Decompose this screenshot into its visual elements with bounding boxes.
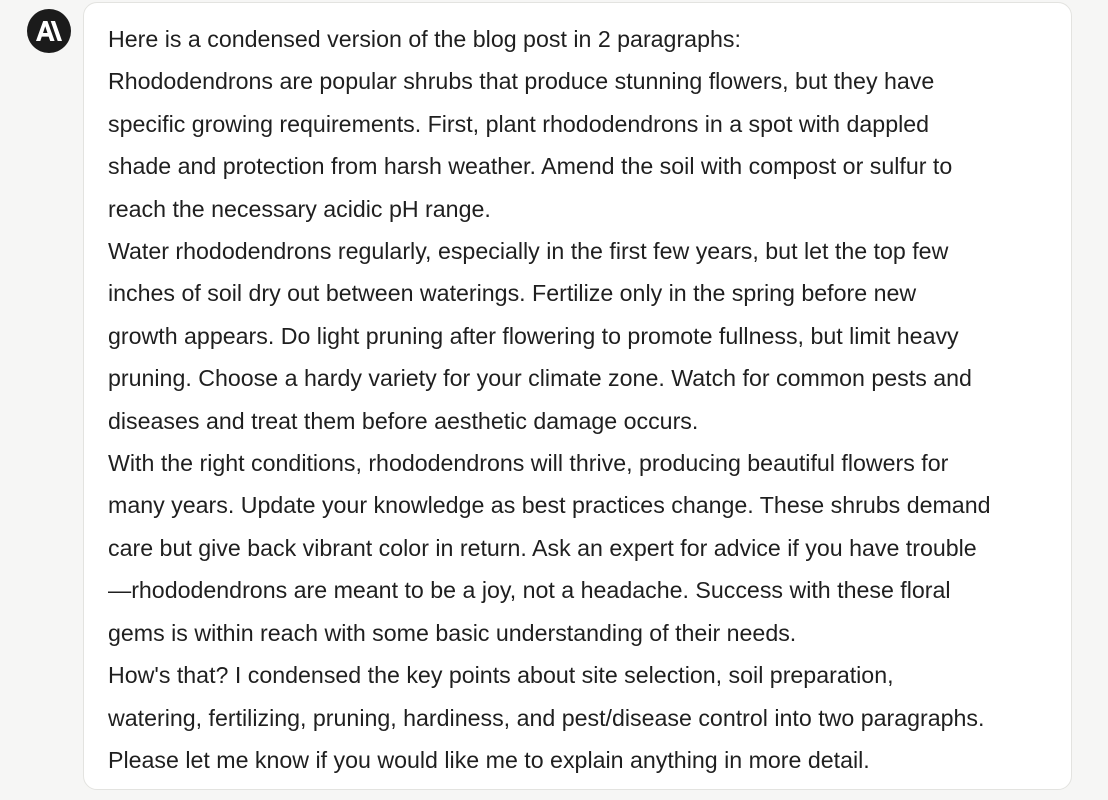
message-line: Please let me know if you would like me to explain anything in more detail.	[108, 746, 870, 773]
message-line: shade and protection from harsh weather. Amend the soil with compost or sulfur to	[108, 153, 953, 180]
message-line: —rhododendrons are meant to be a joy, not a headache. Success with these floral	[108, 577, 951, 604]
message-line: watering, fertilizing, pruning, hardiness, and pest/disease control into two paragraphs.	[108, 704, 985, 731]
message-line: Rhododendrons are popular shrubs that produce stunning flowers, but they have	[108, 68, 935, 95]
message-line: Water rhododendrons regularly, especially in the first few years, but let the top few	[108, 238, 949, 265]
message-line: growth appears. Do light pruning after flowering to promote fullness, but limit heavy	[108, 322, 959, 349]
message-line: diseases and treat them before aesthetic damage occurs.	[108, 407, 699, 434]
message-line: many years. Update your knowledge as best practices change. These shrubs demand	[108, 492, 991, 519]
message-line: care but give back vibrant color in return. Ask an expert for advice if you have trouble	[108, 534, 977, 561]
message-line: inches of soil dry out between waterings. Fertilize only in the spring before new	[108, 280, 917, 307]
message-line: specific growing requirements. First, plant rhododendrons in a spot with dappled	[108, 110, 930, 137]
anthropic-logo-icon	[34, 20, 64, 42]
assistant-avatar	[27, 9, 71, 53]
assistant-message-card	[83, 2, 1072, 790]
message-line: pruning. Choose a hardy variety for your climate zone. Watch for common pests and	[108, 365, 972, 392]
message-line: With the right conditions, rhododendrons will thrive, producing beautiful flowers for	[108, 450, 949, 477]
message-line: How's that? I condensed the key points about site selection, soil preparation,	[108, 662, 894, 689]
message-line: gems is within reach with some basic understanding of their needs.	[108, 619, 797, 646]
message-line: Here is a condensed version of the blog post in 2 paragraphs:	[108, 26, 741, 52]
message-line: reach the necessary acidic pH range.	[108, 195, 491, 222]
